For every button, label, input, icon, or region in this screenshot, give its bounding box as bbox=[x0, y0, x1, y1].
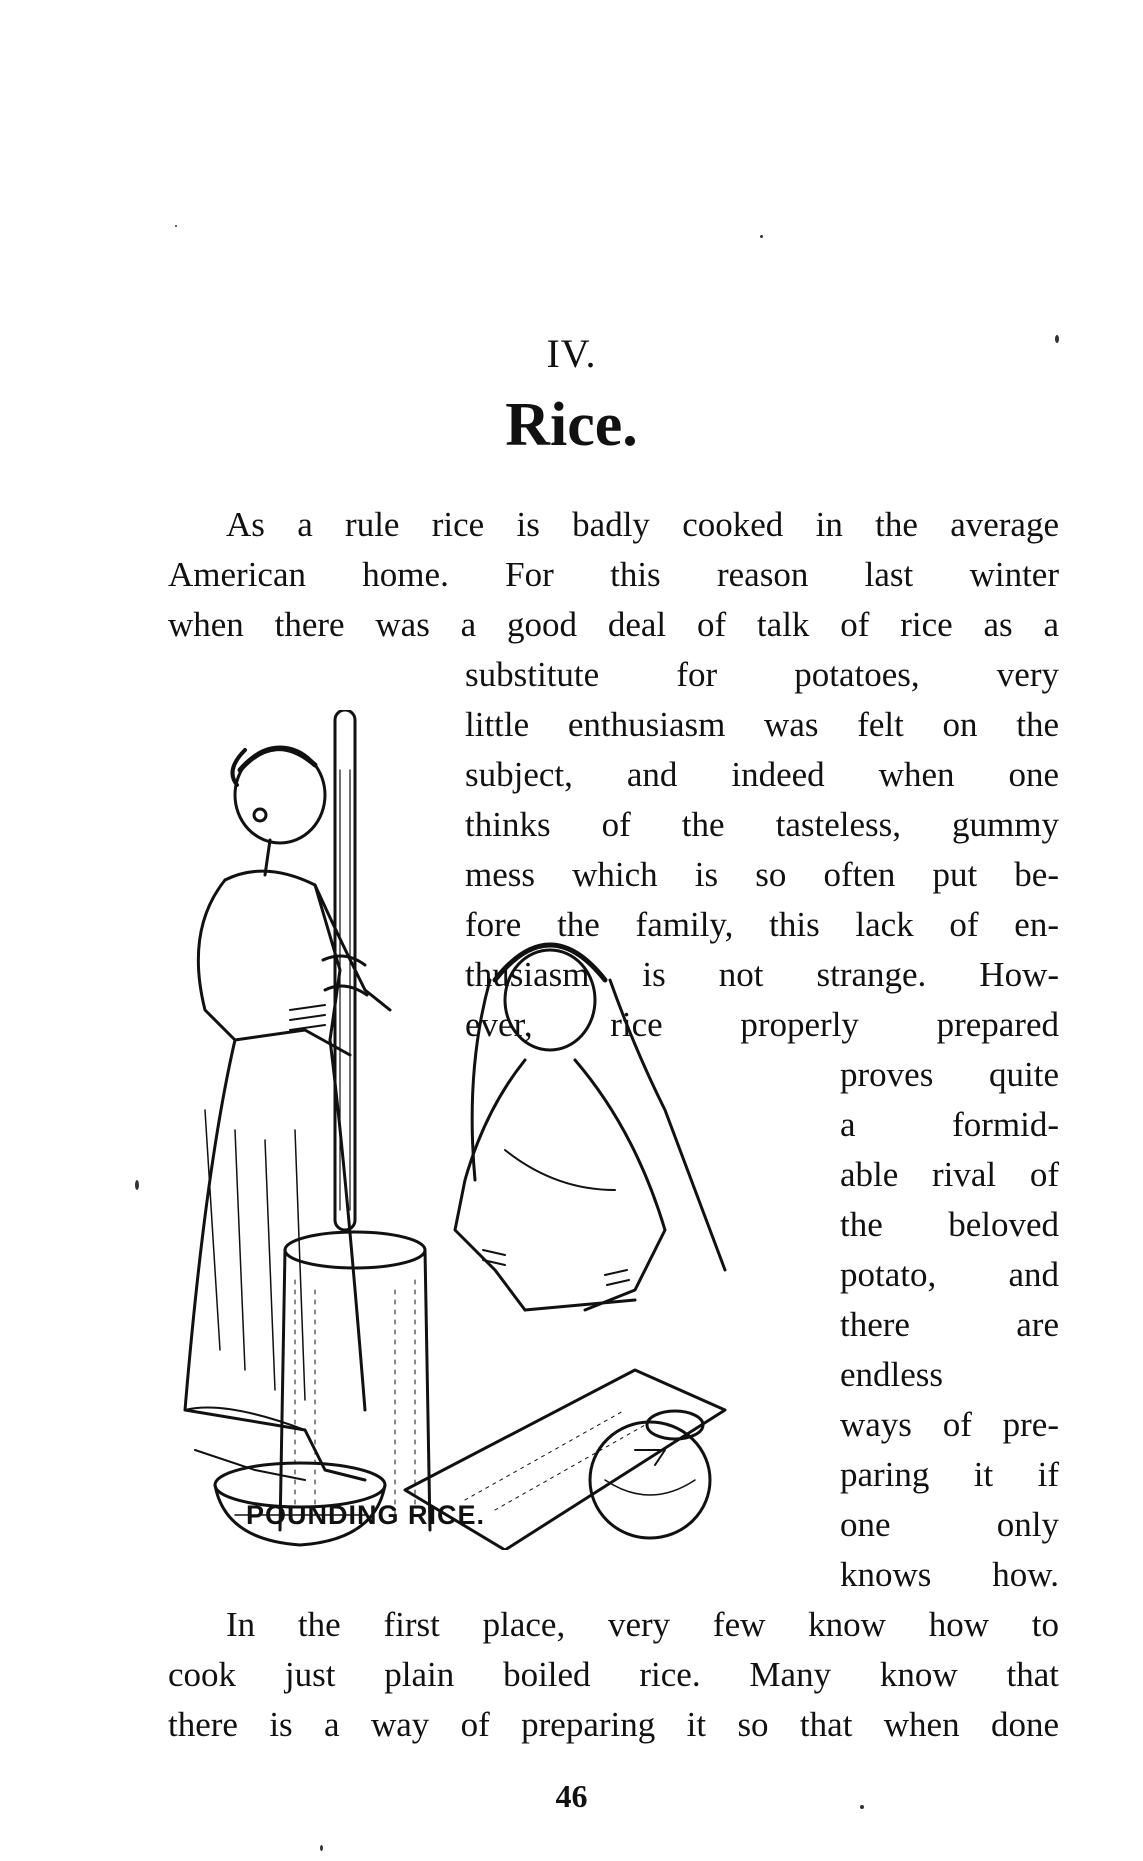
chapter-title: Rice. bbox=[505, 391, 638, 459]
page-number: 46 bbox=[555, 1778, 588, 1814]
text-line: able rival of bbox=[840, 1155, 1059, 1194]
print-speck bbox=[860, 1805, 864, 1809]
text-line: potato, and bbox=[840, 1255, 1059, 1294]
text-line: paring it if bbox=[840, 1455, 1059, 1494]
text-line: fore the family, this lack of en- bbox=[465, 905, 1059, 944]
text-line: ways of pre- bbox=[840, 1405, 1059, 1444]
text-line: In the first place, very few know how to bbox=[226, 1605, 1059, 1644]
standing-woman-figure bbox=[185, 747, 390, 1480]
text-line: there are bbox=[840, 1305, 1059, 1344]
text-line: subject, and indeed when one bbox=[465, 755, 1059, 794]
text-line: As a rule rice is badly cooked in the average bbox=[226, 505, 1059, 544]
print-speck bbox=[760, 235, 763, 238]
text-line: the beloved bbox=[840, 1205, 1059, 1244]
text-line: substitute for potatoes, very bbox=[465, 655, 1059, 694]
text-line: knows how. bbox=[840, 1555, 1059, 1594]
pestle bbox=[323, 710, 367, 1230]
text-line: thinks of the tasteless, gummy bbox=[465, 805, 1059, 844]
print-speck bbox=[1055, 335, 1059, 343]
text-line: cook just plain boiled rice. Many know that bbox=[168, 1655, 1059, 1694]
text-line: endless bbox=[840, 1355, 944, 1394]
text-line: when there was a good deal of talk of rice as a bbox=[168, 605, 1059, 644]
seated-woman-figure bbox=[455, 945, 725, 1310]
text-line: little enthusiasm was felt on the bbox=[465, 705, 1059, 744]
pounding-rice-illustration bbox=[165, 710, 825, 1550]
text-line: American home. For this reason last winter bbox=[168, 555, 1059, 594]
text-line: mess which is so often put be- bbox=[465, 855, 1059, 894]
text-line: there is a way of preparing it so that when done bbox=[168, 1705, 1059, 1744]
text-line: ever, rice properly prepared bbox=[465, 1005, 1059, 1044]
print-speck bbox=[135, 1180, 139, 1190]
text-line: a formid- bbox=[840, 1105, 1059, 1144]
text-line: proves quite bbox=[840, 1055, 1059, 1094]
print-speck bbox=[175, 225, 177, 227]
chapter-number: IV. bbox=[546, 331, 597, 376]
illustration-caption: POUNDING RICE. bbox=[246, 1500, 486, 1530]
text-line: one only bbox=[840, 1505, 1059, 1544]
text-line: thusiasm is not strange. How- bbox=[465, 955, 1059, 994]
print-speck bbox=[320, 1845, 323, 1851]
